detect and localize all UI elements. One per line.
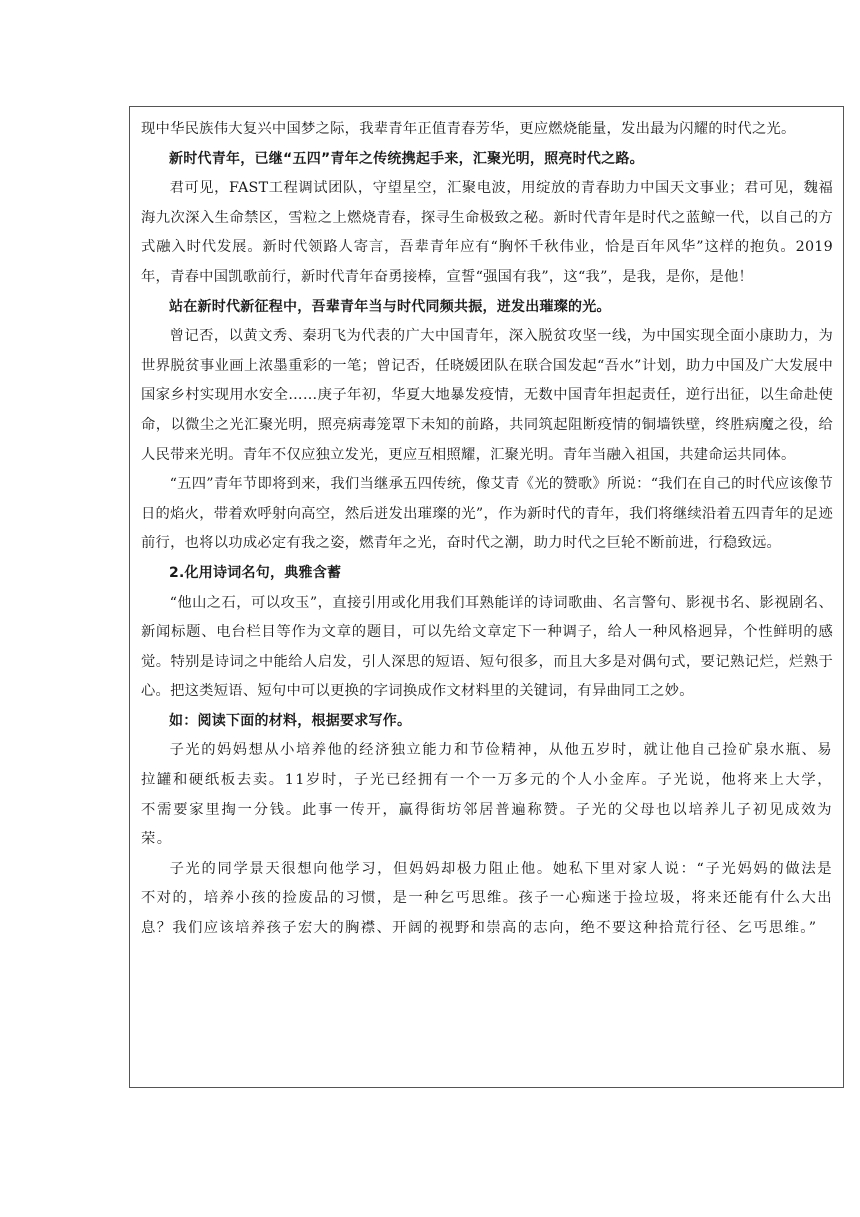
material-paragraph-2: 子光的同学景天很想向他学习，但妈妈却极力阻止他。她私下里对家人说：“子光妈妈的做法是不对的，培养小孩的捡废品的习惯，是一种乞丐思维。孩子一心痴迷于捡垃圾，将来还能有什么大出息？我们应该培养孩子宏大的胸襟、开阔的视野和崇高的志向，绝不要这种拾荒行径、乞丐思维。” bbox=[141, 860, 833, 937]
paragraph-poverty-alleviation: 曾记否，以黄文秀、秦玥飞为代表的广大中国青年，深入脱贫攻坚一线，为中国实现全面小康助力，为世界脱贫事业画上浓墨重彩的一笔；曾记否，任晓媛团队在联合国发起“吾水”计划，助力中国及广大发展中国家乡村实现用水安全……庚子年初，华夏大地暴发疫情，无数中国青年担起责任，逆行出征，以生命赴使命，以微尘之光汇聚光明，照亮病毒笼罩下未知的前路，共同筑起阻断疫情的铜墙铁壁，终胜病魔之役，给人民带来光明。青年不仅应独立发光，更应互相照耀，汇聚光明。青年当融入祖国，共建命运共同体。 bbox=[141, 328, 833, 463]
paragraph-may-fourth: “五四”青年节即将到来，我们当继承五四传统，像艾青《光的赞歌》所说：“我们在自己的时代应该像节日的焰火，带着欢呼射向高空，然后迸发出璀璨的光”，作为新时代的青年，我们将继续沿着五四青年的足迹前行，也将以功成必定有我之姿，燃青年之光，奋时代之潮，助力时代之巨轮不断前进，行稳致远。 bbox=[141, 476, 833, 552]
paragraph-fast-team: 君可见，FAST工程调试团队，守望星空，汇聚电波，用绽放的青春助力中国天文事业；君可见，魏福海九次深入生命禁区，雪粒之上燃烧青春，探寻生命极致之秘。新时代青年是时代之蓝鲸一代，以自己的方式融入时代发展。新时代领路人寄言，吾辈青年应有“胸怀千秋伟业，恰是百年风华”这样的抱负。2019年，青春中国凯歌前行，新时代青年奋勇接棒，宣誓“强国有我”，这“我”，是我，是你，是他！ bbox=[141, 180, 833, 285]
bold-thesis-1: 新时代青年，已继“五四”青年之传统携起手来，汇聚光明，照亮时代之路。 bbox=[169, 150, 644, 167]
material-paragraph-1: 子光的妈妈想从小培养他的经济独立能力和节俭精神，从他五岁时，就让他自己捡矿泉水瓶、易拉罐和硬纸板去卖。11岁时，子光已经拥有一个一万多元的个人小金库。子光说，他将来上大学，不需要家里掏一分钱。此事一传开，赢得街坊邻居普遍称赞。子光的父母也以培养儿子初见成效为荣。 bbox=[141, 742, 833, 848]
example-prompt: 如：阅读下面的材料，根据要求写作。 bbox=[169, 712, 412, 729]
document-frame bbox=[129, 106, 844, 1088]
paragraph-method-explanation: “他山之石，可以攻玉”，直接引用或化用我们耳熟能详的诗词歌曲、名言警句、影视书名、影视剧名、新闻标题、电台栏目等作为文章的题目，可以先给文章定下一种调子，给人一种风格迥异，个性鲜明的感觉。特别是诗词之中能给人启发，引人深思的短语、短句很多，而且大多是对偶句式，要记熟记烂，烂熟于心。把这类短语、短句中可以更换的字词换成作文材料里的关键词，有异曲同工之妙。 bbox=[141, 594, 833, 700]
section-heading-2: 2.化用诗词名句，典雅含蓄 bbox=[169, 564, 342, 581]
bold-thesis-2: 站在新时代新征程中，吾辈青年当与时代同频共振，迸发出璀璨的光。 bbox=[169, 298, 611, 315]
document-body bbox=[141, 115, 833, 944]
paragraph-continuation: 现中华民族伟大复兴中国梦之际，我辈青年正值青春芳华，更应燃烧能量，发出最为闪耀的时代之光。 bbox=[141, 121, 796, 137]
